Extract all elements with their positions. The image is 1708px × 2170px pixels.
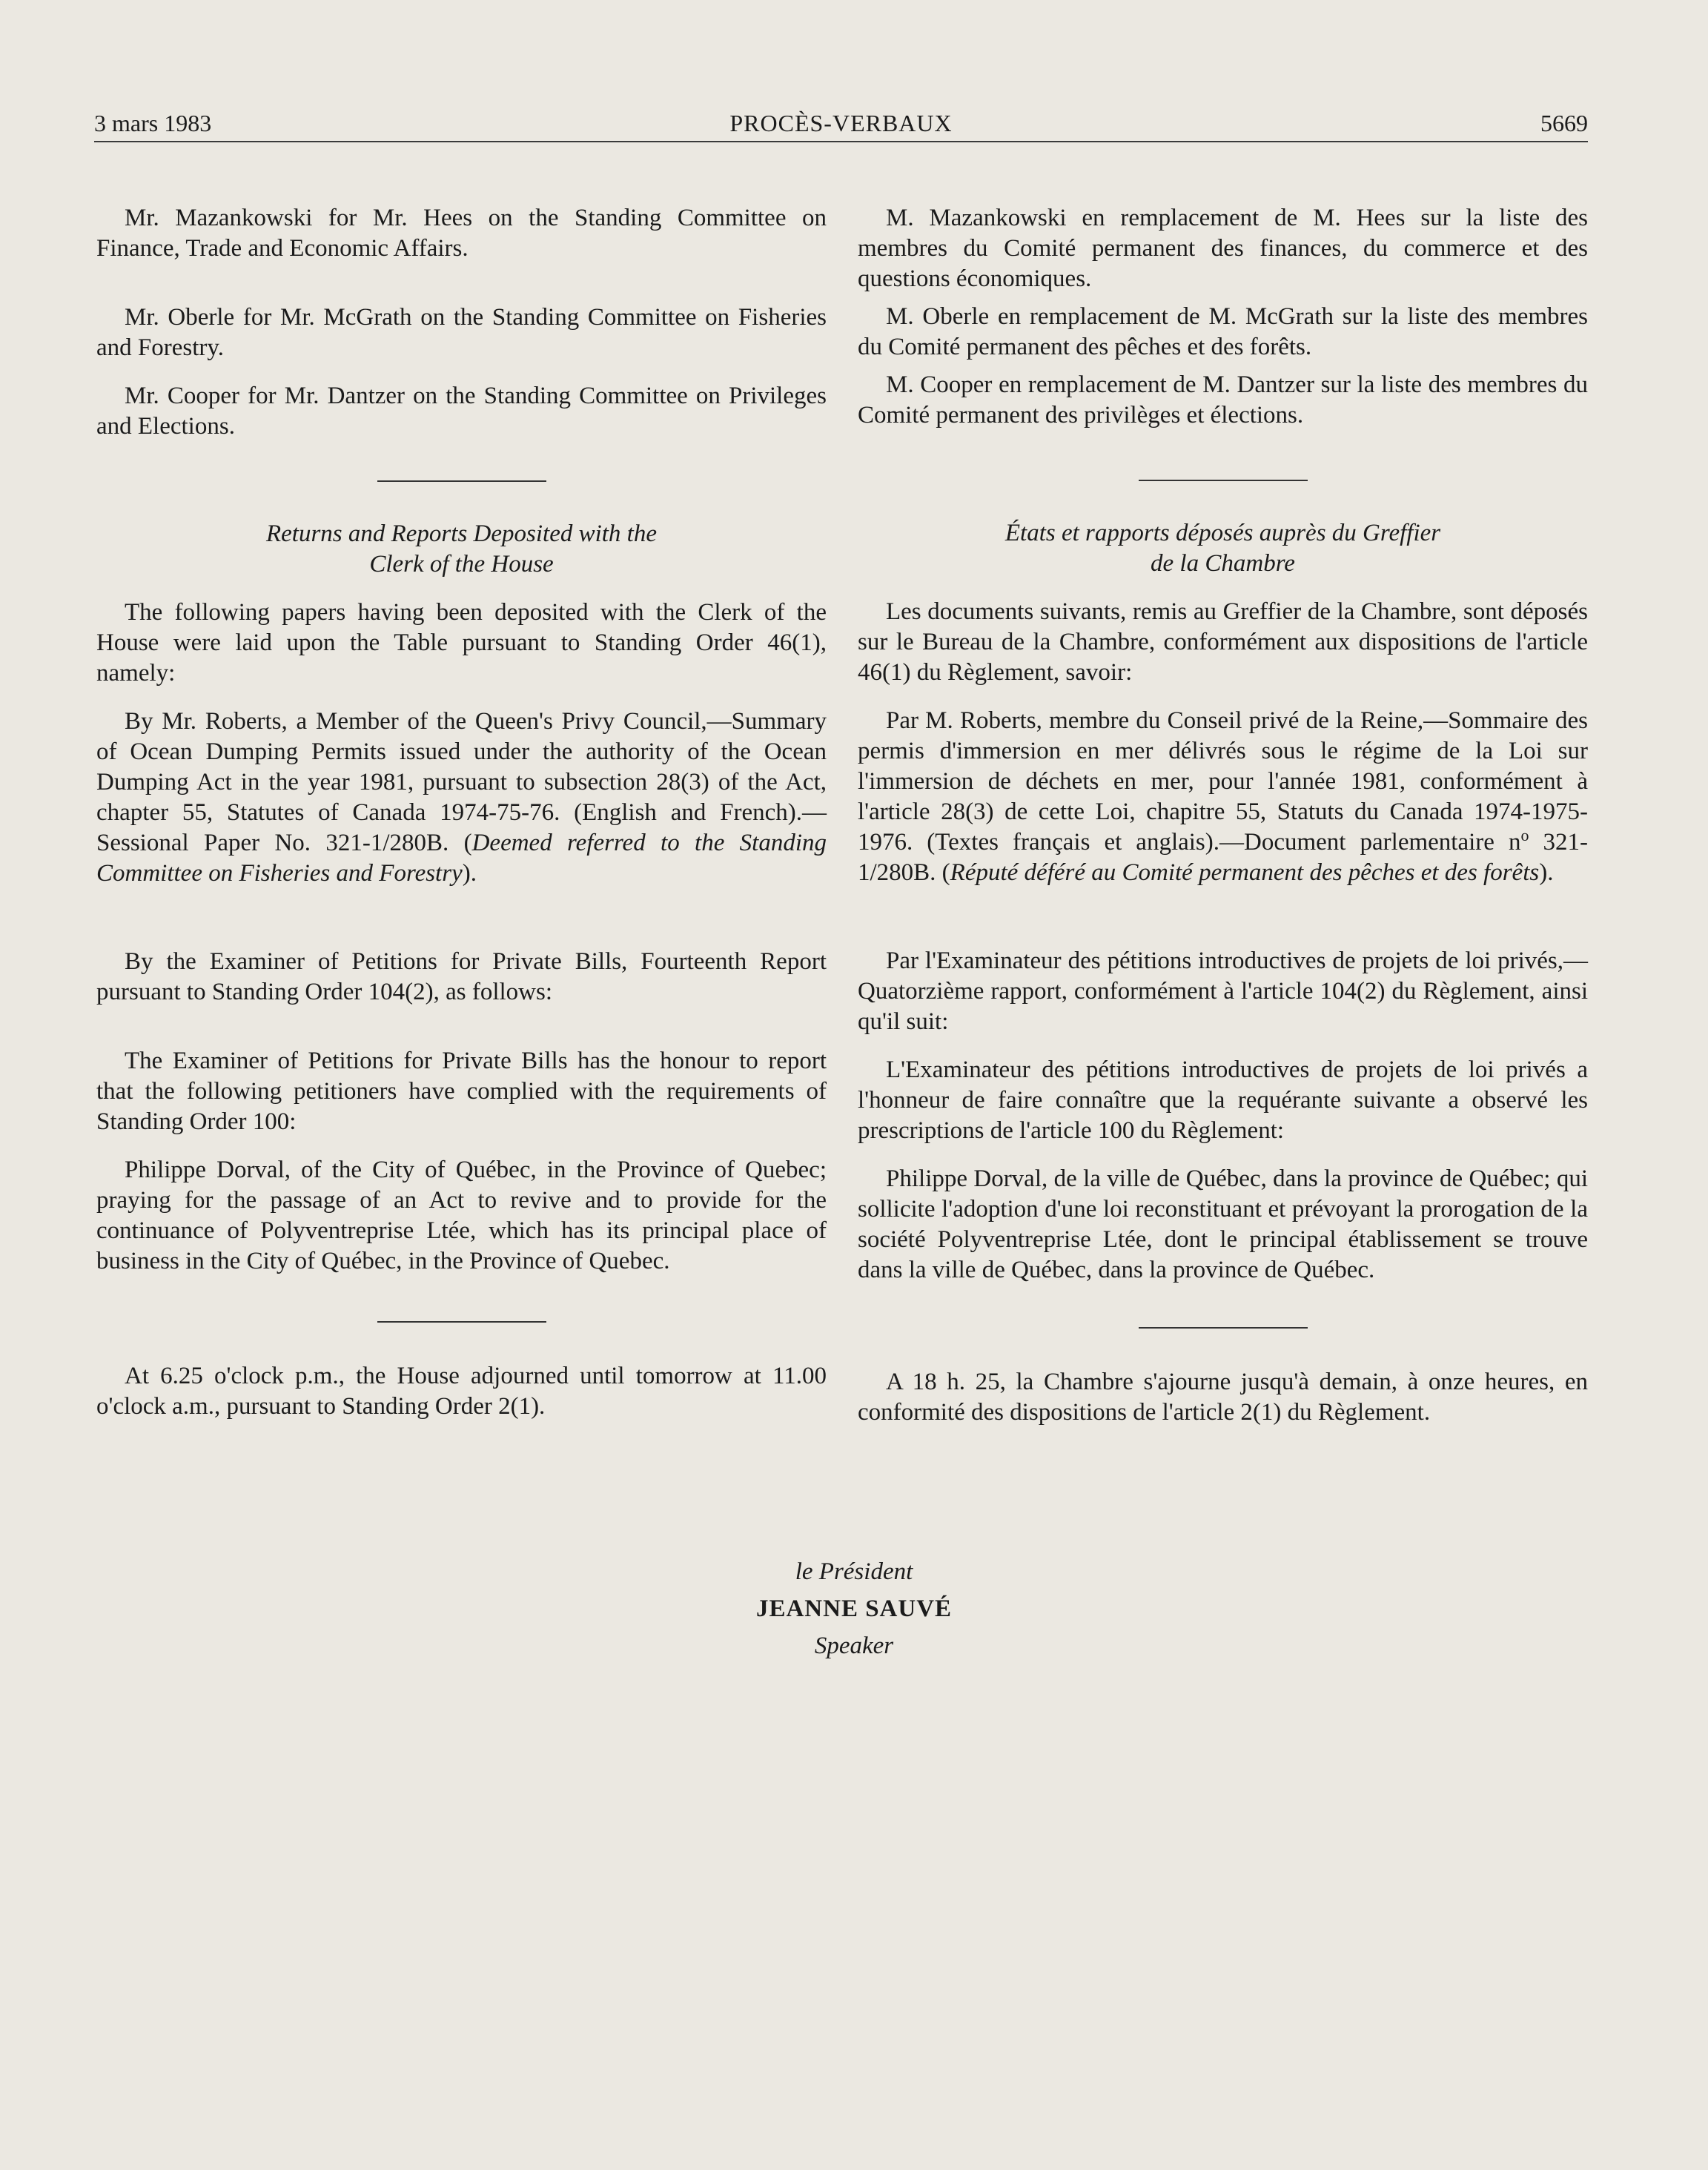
examiner-report-body: The Examiner of Petitions for Private Bills has the honour to report that the following petitioners have complied with the requirements of Standing Order 100: xyxy=(96,1048,827,1135)
substitution-mazankowski: Mr. Mazankowski for Mr. Hees on the Standing Committee on Finance, Trade and Economic Affairs. xyxy=(96,205,827,262)
section-divider xyxy=(377,480,546,482)
adjournment-fr: A 18 h. 25, la Chambre s'ajourne jusqu'à demain, à onze heures, en conformité des dispositions de l'article 2(1) du Règlement. xyxy=(858,1369,1588,1426)
roberts-paper-fr-end: ). xyxy=(1539,859,1554,886)
french-column xyxy=(858,203,1588,1428)
deposited-intro: The following papers having been deposited with the Clerk of the House were laid upon the Table pursuant to Standing Order 46(1), namely: xyxy=(96,599,827,687)
section-heading-line2: Clerk of the House xyxy=(369,551,554,578)
roberts-paper-referral: Deemed referred to the Standing Committee on Fisheries and Forestry xyxy=(96,830,827,887)
examiner-report-body-fr: L'Examinateur des pétitions introductives de projets de loi privés a l'honneur de faire connaître que la requérante suivante a observé les prescriptions de l'article 100 du Règlement: xyxy=(858,1056,1588,1144)
header-title: PROCÈS-VERBAUX xyxy=(729,110,953,136)
roberts-paper-text: By Mr. Roberts, a Member of the Queen's Privy Council,—Summary of Ocean Dumping Permits issued under the authority of the Ocean Dumping Act in the year 1981, pursuant to subsection 28(3) of the Act, chapter 55, Statutes of Canada 1974-75-76. (English and French).—Sessional Paper No. 321-1/280B. ( xyxy=(96,708,827,856)
header-date: 3 mars 1983 xyxy=(94,110,212,136)
examiner-report-intro: By the Examiner of Petitions for Private Bills, Fourteenth Report pursuant to Standing Order 104(2), as follows: xyxy=(96,948,827,1005)
signature-block xyxy=(0,1555,1708,1663)
section-heading-fr-line2: de la Chambre xyxy=(1151,550,1295,577)
roberts-paper-fr-text: Par M. Roberts, membre du Conseil privé de la Reine,—Sommaire des permis d'immersion en mer délivrés sous le régime de la Loi sur l'immersion de déchets en mer, pour l'année 1981, conformément à l'article 28(3) de cette Loi, chapitre 55, Statuts du Canada 1974-1975-1976. (Textes français et anglais).—Document parlementaire n xyxy=(858,707,1588,856)
adjournment: At 6.25 o'clock p.m., the House adjourned until tomorrow at 11.00 o'clock a.m., pursuant to Standing Order 2(1). xyxy=(96,1363,827,1420)
substitution-cooper: Mr. Cooper for Mr. Dantzer on the Standing Committee on Privileges and Elections. xyxy=(96,383,827,440)
roberts-paper-fr-number: 321-1/280B. ( xyxy=(858,829,1588,886)
page-number: 5669 xyxy=(1540,110,1588,136)
roberts-paper-fr-referral: Réputé déféré au Comité permanent des pêches et des forêts xyxy=(950,859,1540,886)
signature-name: JEANNE SAUVÉ xyxy=(755,1595,953,1622)
section-heading-fr-line1: États et rapports déposés auprès du Greffier xyxy=(1004,520,1441,546)
substitution-oberle: Mr. Oberle for Mr. McGrath on the Standing Committee on Fisheries and Forestry. xyxy=(96,304,827,361)
section-heading xyxy=(96,519,827,580)
dorval-petition-fr: Philippe Dorval, de la ville de Québec, dans la province de Québec; qui sollicite l'adoption d'une loi reconstituant et prévoyant la prorogation de la société Polyventreprise Ltée, dont le principal établissement se trouve dans la ville de Québec, dans la province de Québec. xyxy=(858,1165,1588,1283)
section-heading-fr xyxy=(858,518,1588,579)
section-heading-line1: Returns and Reports Deposited with the xyxy=(265,520,658,547)
numero-superscript: o xyxy=(1520,826,1529,844)
substitution-mazankowski-fr: M. Mazankowski en remplacement de M. Hees sur la liste des membres du Comité permanent des finances, du commerce et des questions économiques. xyxy=(858,205,1588,292)
english-column xyxy=(96,203,827,1422)
roberts-paper-end: ). xyxy=(462,860,477,887)
section-divider-2 xyxy=(377,1321,546,1323)
dorval-petition: Philippe Dorval, of the City of Québec, in the Province of Quebec; praying for the passage of an Act to revive and to provide for the continuance of Polyventreprise Ltée, which has its principal place of business in the City of Québec, in the Province of Quebec. xyxy=(96,1157,827,1274)
signature-title-en: Speaker xyxy=(814,1633,894,1659)
section-divider-fr-2 xyxy=(1139,1327,1308,1329)
header-divider xyxy=(94,141,1588,142)
roberts-paper xyxy=(96,707,827,889)
signature-title-fr: le Président xyxy=(795,1558,913,1585)
roberts-paper-fr xyxy=(858,706,1588,888)
substitution-oberle-fr: M. Oberle en remplacement de M. McGrath sur la liste des membres du Comité permanent des pêches et des forêts. xyxy=(858,303,1588,360)
section-divider-fr xyxy=(1139,480,1308,481)
deposited-intro-fr: Les documents suivants, remis au Greffier de la Chambre, sont déposés sur le Bureau de la Chambre, conformément aux dispositions de l'article 46(1) du Règlement, savoir: xyxy=(858,598,1588,686)
examiner-report-intro-fr: Par l'Examinateur des pétitions introductives de projets de loi privés,—Quatorzième rapport, conformément à l'article 104(2) du Règlement, ainsi qu'il suit: xyxy=(858,947,1588,1035)
page-header xyxy=(94,104,1588,142)
substitution-cooper-fr: M. Cooper en remplacement de M. Dantzer sur la liste des membres du Comité permanent des privilèges et élections. xyxy=(858,371,1588,429)
